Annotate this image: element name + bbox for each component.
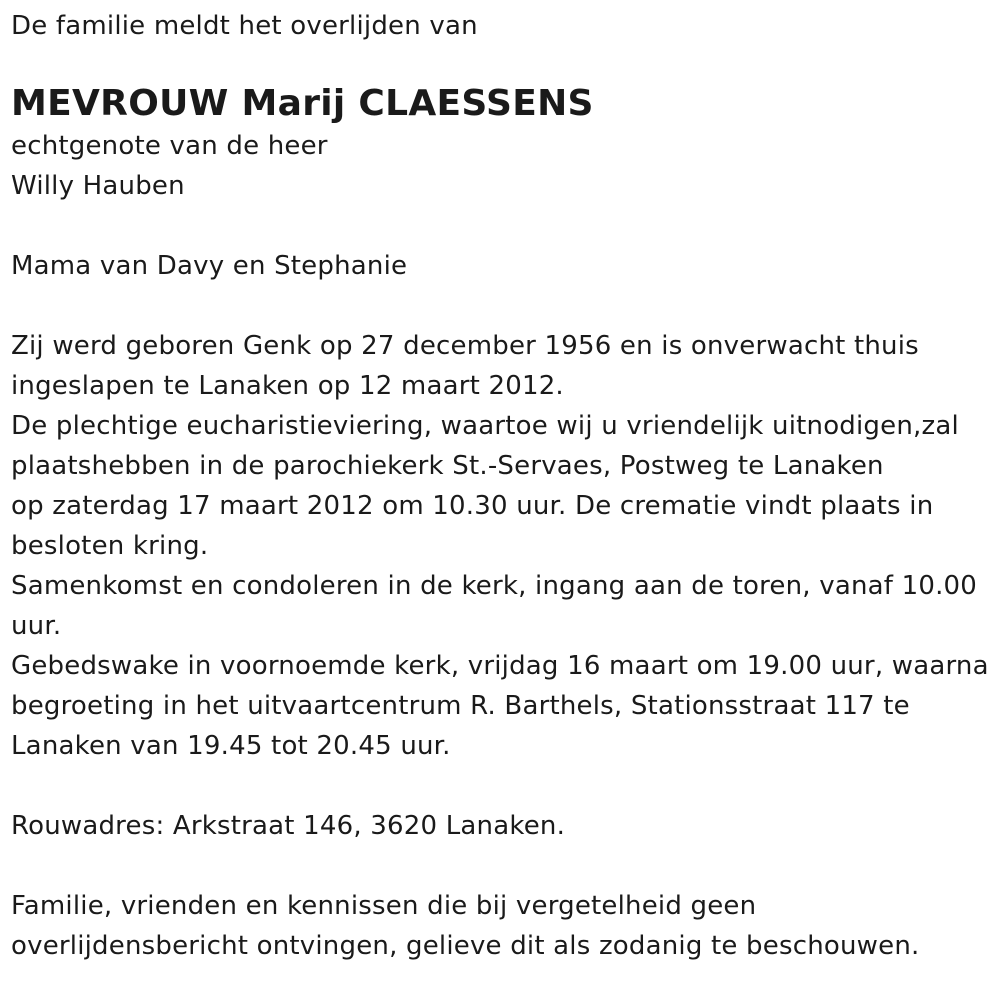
details-line: ingeslapen te Lanaken op 12 maart 2012.	[11, 371, 564, 401]
obituary-document	[11, 6, 996, 966]
details-line: uur.	[11, 611, 62, 641]
blank-line	[11, 206, 996, 246]
blank-line	[11, 846, 996, 886]
details-line: Gebedswake in voornoemde kerk, vrijdag 16 maart om 19.00 uur, waarna	[11, 651, 989, 681]
details-line: Lanaken van 19.45 tot 20.45 uur.	[11, 731, 451, 761]
details-paragraph	[11, 326, 996, 766]
details-line: plaatshebben in de parochiekerk St.-Servaes, Postweg te Lanaken	[11, 451, 884, 481]
spouse-line-2: Willy Hauben	[11, 171, 185, 201]
blank-line	[11, 766, 996, 806]
details-line: Zij werd geboren Genk op 27 december 1956 en is onverwacht thuis	[11, 331, 919, 361]
details-line: op zaterdag 17 maart 2012 om 10.30 uur. De crematie vindt plaats in	[11, 491, 934, 521]
spouse-line-1: echtgenote van de heer	[11, 131, 328, 161]
closing-line: Familie, vrienden en kennissen die bij vergetelheid geen	[11, 891, 757, 921]
closing-paragraph	[11, 886, 996, 966]
mourning-address: Rouwadres: Arkstraat 146, 3620 Lanaken.	[11, 811, 566, 841]
details-line: Samenkomst en condoleren in de kerk, ingang aan de toren, vanaf 10.00	[11, 571, 978, 601]
details-line: besloten kring.	[11, 531, 209, 561]
intro-text: De familie meldt het overlijden van	[11, 11, 478, 41]
details-line: De plechtige eucharistieviering, waartoe wij u vriendelijk uitnodigen,zal	[11, 411, 959, 441]
details-line: begroeting in het uitvaartcentrum R. Barthels, Stationsstraat 117 te	[11, 691, 910, 721]
closing-line: overlijdensbericht ontvingen, gelieve dit als zodanig te beschouwen.	[11, 931, 920, 961]
children-line: Mama van Davy en Stephanie	[11, 251, 408, 281]
deceased-name: MEVROUW Marij CLAESSENS	[11, 83, 594, 124]
blank-line	[11, 286, 996, 326]
